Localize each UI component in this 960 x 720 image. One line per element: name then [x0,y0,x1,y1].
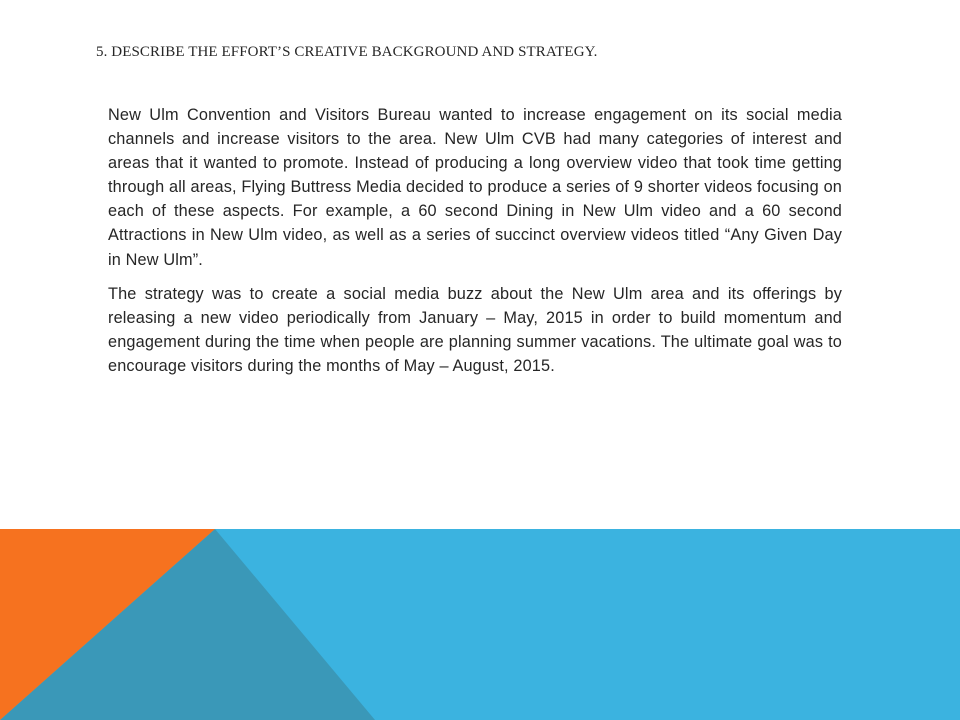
slide-title: 5. DESCRIBE THE EFFORT’S CREATIVE BACKGROUND AND STRATEGY. [96,44,598,60]
slide-body [108,103,842,388]
paragraph-strategy: The strategy was to create a social media buzz about the New Ulm area and its offerings by releasing a new video periodically from January – May, 2015 in order to build momentum and engagement during the time when people are planning summer vacations. The ultimate goal was to encourage visitors during the months of May – August, 2015. [108,284,842,375]
paragraph-background: New Ulm Convention and Visitors Bureau wanted to increase engagement on its social media channels and increase visitors to the area. New Ulm CVB had many categories of interest and areas that it wanted to promote. Instead of producing a long overview video that took time getting through all areas, Flying Buttress Media decided to produce a series of 9 shorter videos focusing on each of these aspects. For example, a 60 second Dining in New Ulm video and a 60 second Attractions in New Ulm video, as well as a series of succinct overview videos titled “Any Given Day in New Ulm”. [108,106,842,269]
decorative-footer-band [0,529,960,720]
